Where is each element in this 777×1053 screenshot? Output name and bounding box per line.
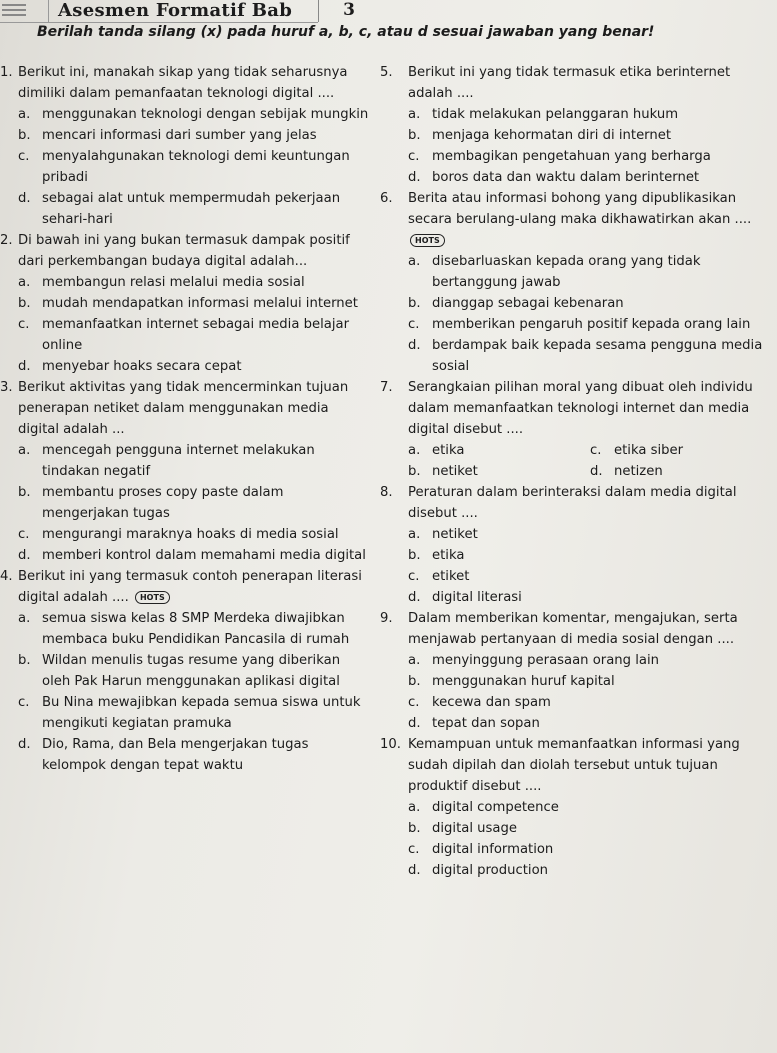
option-text: etika siber — [614, 443, 684, 458]
option-text: tepat dan sopan — [432, 716, 540, 731]
question-text — [408, 188, 772, 251]
option-letter: a. — [18, 611, 31, 626]
option-letter: b. — [18, 653, 31, 668]
option-text: digital information — [432, 842, 554, 857]
option-letter: c. — [590, 443, 602, 458]
option-text: Bu Nina mewajibkan kepada semua siswa untuk mengikuti kegiatan pramuka — [42, 695, 361, 731]
answer-option[interactable] — [0, 293, 372, 314]
option-text: etika — [432, 548, 465, 563]
answer-option[interactable] — [0, 356, 372, 377]
option-letter: a. — [408, 107, 421, 122]
option-letter: c. — [18, 695, 30, 710]
option-text: digital literasi — [432, 590, 522, 605]
option-letter: c. — [18, 527, 30, 542]
option-text: mudah mendapatkan informasi melalui internet — [42, 296, 358, 311]
question-item — [372, 608, 772, 734]
answer-option[interactable] — [0, 545, 372, 566]
option-text: boros data dan waktu dalam berinternet — [432, 170, 700, 185]
answer-option[interactable] — [590, 461, 772, 482]
answer-option[interactable] — [408, 440, 590, 461]
left-column — [0, 62, 372, 776]
option-text: digital usage — [432, 821, 517, 836]
option-text: membangun relasi melalui media sosial — [42, 275, 305, 290]
question-number: 4. — [0, 569, 13, 584]
option-letter: c. — [408, 149, 420, 164]
answer-option[interactable] — [372, 566, 772, 587]
question-text-content: Berikut ini, manakah sikap yang tidak seharusnya dimiliki dalam pemanfaatan teknologi digital .... — [18, 65, 348, 101]
answer-option[interactable] — [372, 524, 772, 545]
option-text: netiket — [432, 464, 478, 479]
question-number: 3. — [0, 380, 13, 395]
answer-option[interactable] — [372, 587, 772, 608]
question-text — [18, 230, 372, 272]
answer-option[interactable] — [372, 713, 772, 734]
option-letter: c. — [408, 842, 420, 857]
option-letter: b. — [408, 548, 421, 563]
option-text: kecewa dan spam — [432, 695, 551, 710]
answer-option[interactable] — [0, 440, 372, 482]
option-text: menggunakan teknologi dengan sebijak mungkin — [42, 107, 369, 122]
option-letter: d. — [18, 191, 31, 206]
option-text: etiket — [432, 569, 470, 584]
answer-option[interactable] — [372, 797, 772, 818]
option-text: sebagai alat untuk mempermudah pekerjaan sehari-hari — [42, 191, 341, 227]
answer-option-grid — [408, 440, 772, 482]
option-letter: d. — [18, 548, 31, 563]
question-item — [0, 62, 372, 230]
option-text: membantu proses copy paste dalam mengerjakan tugas — [42, 485, 284, 521]
option-letter: d. — [408, 590, 421, 605]
option-letter: b. — [408, 296, 421, 311]
option-letter: a. — [408, 800, 421, 815]
option-letter: d. — [408, 716, 421, 731]
option-letter: a. — [408, 527, 421, 542]
option-letter: a. — [408, 653, 421, 668]
option-text: netizen — [614, 464, 663, 479]
answer-option[interactable] — [372, 167, 772, 188]
option-text: menyebar hoaks secara cepat — [42, 359, 242, 374]
option-text: berdampak baik kepada sesama pengguna media sosial — [432, 338, 763, 374]
option-text: memanfaatkan internet sebagai media belajar online — [42, 317, 349, 353]
option-letter: a. — [408, 443, 421, 458]
option-text: memberikan pengaruh positif kepada orang lain — [432, 317, 751, 332]
answer-option[interactable] — [590, 440, 772, 461]
question-number: 6. — [380, 191, 393, 206]
question-item — [372, 377, 772, 482]
answer-option[interactable] — [0, 188, 372, 230]
header-rule — [48, 22, 318, 23]
option-text: digital competence — [432, 800, 559, 815]
question-text-content: Peraturan dalam berinteraksi dalam media digital disebut .... — [408, 485, 737, 521]
option-letter: a. — [18, 443, 31, 458]
question-item — [0, 230, 372, 377]
option-letter: d. — [18, 737, 31, 752]
option-letter: c. — [408, 317, 420, 332]
option-letter: a. — [408, 254, 421, 269]
question-number: 8. — [380, 485, 393, 500]
question-number: 9. — [380, 611, 393, 626]
option-text: Dio, Rama, dan Bela mengerjakan tugas kelompok dengan tepat waktu — [42, 737, 309, 773]
option-text: etika — [432, 443, 465, 458]
answer-option[interactable] — [372, 293, 772, 314]
answer-option[interactable] — [372, 671, 772, 692]
question-item — [372, 62, 772, 188]
question-item — [372, 482, 772, 608]
question-text — [408, 608, 772, 650]
option-letter: b. — [408, 464, 421, 479]
answer-option[interactable] — [372, 146, 772, 167]
option-letter: a. — [18, 275, 31, 290]
option-text: dianggap sebagai kebenaran — [432, 296, 624, 311]
header-box — [0, 0, 49, 23]
option-letter: b. — [408, 128, 421, 143]
option-text: menjaga kehormatan diri di internet — [432, 128, 672, 143]
hots-badge: HOTS — [135, 591, 170, 604]
answer-option[interactable] — [0, 482, 372, 524]
question-item — [0, 566, 372, 776]
question-text-content: Berikut ini yang tidak termasuk etika berinternet adalah .... — [408, 65, 731, 101]
answer-option[interactable] — [372, 860, 772, 881]
answer-option[interactable] — [0, 146, 372, 188]
option-text: mencegah pengguna internet melakukan tindakan negatif — [42, 443, 315, 479]
option-letter: d. — [408, 338, 421, 353]
option-letter: d. — [408, 170, 421, 185]
lines-icon — [2, 4, 26, 19]
question-number: 1. — [0, 65, 13, 80]
question-text-content: Berita atau informasi bohong yang dipublikasikan secara berulang-ulang maka dikhawatirkan akan .... — [408, 191, 752, 227]
question-text — [18, 377, 372, 440]
question-text-content: Serangkaian pilihan moral yang dibuat oleh individu dalam memanfaatkan teknologi internet dan media digital disebut .... — [408, 380, 753, 437]
option-text: netiket — [432, 527, 478, 542]
answer-option[interactable] — [0, 524, 372, 545]
option-text: menggunakan huruf kapital — [432, 674, 615, 689]
option-letter: b. — [18, 128, 31, 143]
option-letter: b. — [408, 821, 421, 836]
option-letter: c. — [18, 317, 30, 332]
answer-option[interactable] — [408, 461, 590, 482]
question-text-content: Di bawah ini yang bukan termasuk dampak positif dari perkembangan budaya digital adalah... — [18, 233, 350, 269]
option-text: mengurangi maraknya hoaks di media sosial — [42, 527, 339, 542]
answer-option[interactable] — [0, 314, 372, 356]
answer-option[interactable] — [0, 734, 372, 776]
answer-option[interactable] — [0, 104, 372, 125]
question-text — [408, 62, 772, 104]
answer-option[interactable] — [372, 104, 772, 125]
option-text: menyalahgunakan teknologi demi keuntungan pribadi — [42, 149, 350, 185]
question-number: 5. — [380, 65, 393, 80]
answer-option[interactable] — [372, 545, 772, 566]
answer-option[interactable] — [372, 650, 772, 671]
question-text-content: Dalam memberikan komentar, mengajukan, serta menjawab pertanyaan di media sosial dengan .... — [408, 611, 738, 647]
question-number: 10. — [380, 737, 401, 752]
answer-option[interactable] — [372, 125, 772, 146]
answer-option[interactable] — [0, 692, 372, 734]
option-text: membagikan pengetahuan yang berharga — [432, 149, 711, 164]
answer-option[interactable] — [372, 692, 772, 713]
option-text: digital production — [432, 863, 548, 878]
option-letter: c. — [408, 569, 420, 584]
option-text: Wildan menulis tugas resume yang diberikan oleh Pak Harun menggunakan aplikasi digital — [42, 653, 341, 689]
question-text-content: Berikut aktivitas yang tidak mencerminkan tujuan penerapan netiket dalam menggunakan media digital adalah ... — [18, 380, 349, 437]
answer-option[interactable] — [0, 272, 372, 293]
question-item — [0, 377, 372, 566]
option-text: mencari informasi dari sumber yang jelas — [42, 128, 317, 143]
answer-option[interactable] — [372, 335, 772, 377]
answer-option[interactable] — [372, 839, 772, 860]
instruction-text: Berilah tanda silang (x) pada huruf a, b, c, atau d sesuai jawaban yang benar! — [37, 24, 655, 40]
answer-option[interactable] — [372, 251, 772, 293]
option-letter: a. — [18, 107, 31, 122]
question-text — [408, 482, 772, 524]
option-letter: d. — [18, 359, 31, 374]
option-letter: b. — [18, 485, 31, 500]
option-text: semua siswa kelas 8 SMP Merdeka diwajibkan membaca buku Pendidikan Pancasila di rumah — [42, 611, 350, 647]
hots-badge: HOTS — [410, 234, 445, 247]
option-text: tidak melakukan pelanggaran hukum — [432, 107, 679, 122]
question-number: 2. — [0, 233, 13, 248]
option-letter: c. — [408, 695, 420, 710]
option-text: menyinggung perasaan orang lain — [432, 653, 659, 668]
option-letter: b. — [18, 296, 31, 311]
question-text — [408, 377, 772, 440]
page-title: Asesmen Formatif Bab — [58, 0, 293, 21]
option-letter: d. — [408, 863, 421, 878]
answer-option[interactable] — [0, 608, 372, 650]
question-number: 7. — [380, 380, 393, 395]
answer-option[interactable] — [372, 818, 772, 839]
right-column — [372, 62, 772, 881]
answer-option[interactable] — [0, 125, 372, 146]
chapter-number: 3 — [318, 0, 379, 22]
answer-option[interactable] — [372, 314, 772, 335]
option-letter: d. — [590, 464, 603, 479]
question-text-content: Kemampuan untuk memanfaatkan informasi yang sudah dipilah dan diolah tersebut untuk tujuan produktif disebut .... — [408, 737, 740, 794]
question-text — [18, 62, 372, 104]
question-item — [372, 188, 772, 377]
option-text: disebarluaskan kepada orang yang tidak bertanggung jawab — [432, 254, 701, 290]
option-letter: c. — [18, 149, 30, 164]
option-letter: b. — [408, 674, 421, 689]
answer-option[interactable] — [0, 650, 372, 692]
option-text: memberi kontrol dalam memahami media digital — [42, 548, 366, 563]
question-text — [408, 734, 772, 797]
question-text-content: Berikut ini yang termasuk contoh penerapan literasi digital adalah .... — [18, 569, 362, 605]
question-item — [372, 734, 772, 881]
question-text — [18, 566, 372, 608]
